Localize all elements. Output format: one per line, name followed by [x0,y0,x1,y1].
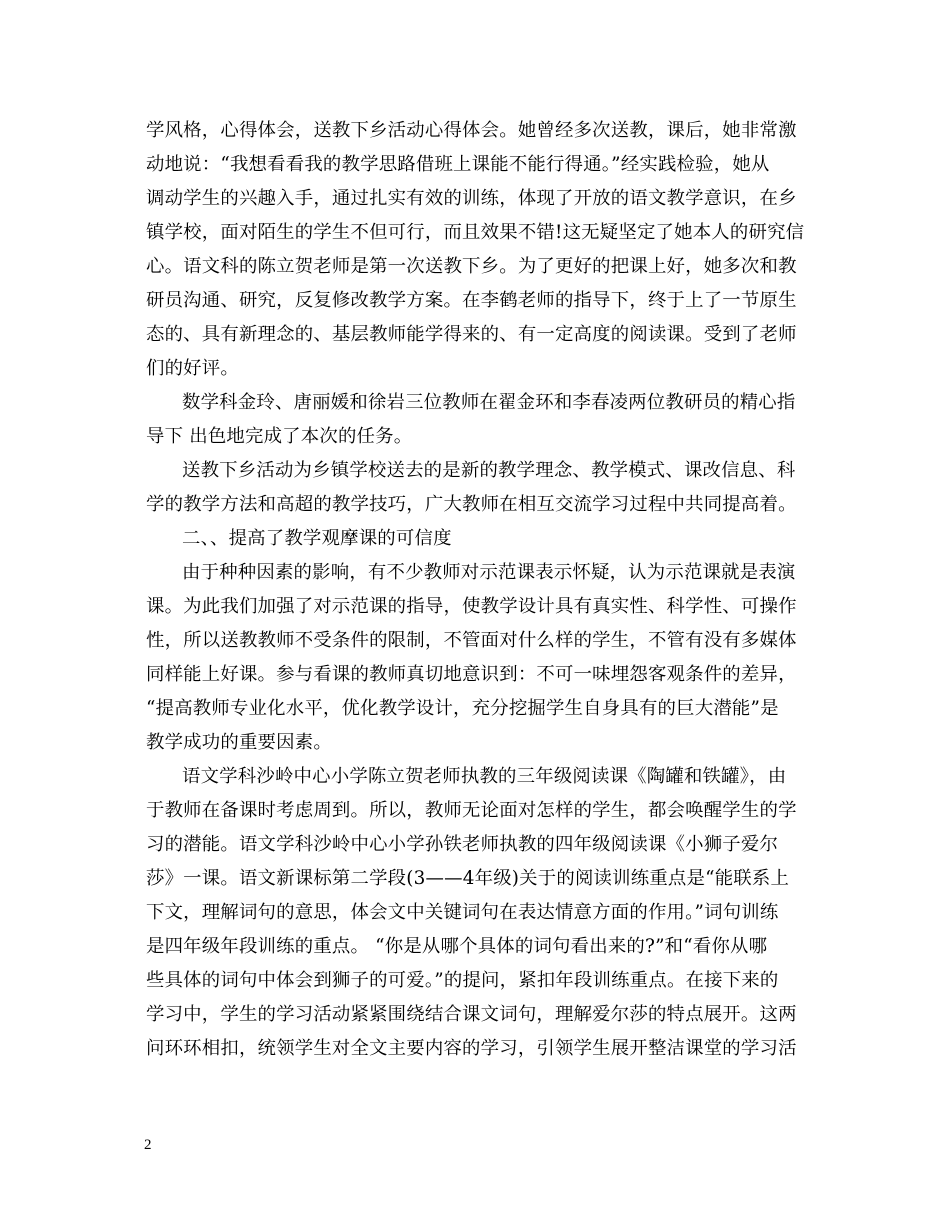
text-line-25: 是四年级年段训练的重点。 “你是从哪个具体的词句看出来的?”和“看你从哪 [146,936,768,957]
text-line-18: “提高教师专业化水平，优化教学设计，充分挖掘学生自身具有的巨大潜能”是 [146,698,779,719]
text-line-27: 学习中，学生的学习活动紧紧围绕结合课文词句，理解爱尔莎的特点展开。这两 [146,1004,797,1025]
text-line-26: 些具体的词句中体会到狮子的可爱。”的提问，紧扣年段训练重点。在接下来的 [146,970,779,991]
text-line-17: 同样能上好课。参与看课的教师真切地意识到：不可一味埋怨客观条件的差异， [146,664,797,685]
text-line-2: 动地说：“我想看看我的教学思路借班上课能不能行得通。”经实践检验，她从 [146,154,770,175]
text-line-22: 习的潜能。语文学科沙岭中心小学孙铁老师执教的四年级阅读课《小狮子爱尔 [146,834,779,855]
text-line-1: 学风格，心得体会，送教下乡活动心得体会。她曾经多次送教，课后，她非常激 [146,120,797,141]
page-number: 2 [144,1137,152,1153]
text-line-14: 由于种种因素的影响，有不少教师对示范课表示怀疑，认为示范课就是表演 [182,562,796,583]
text-line-6: 研员沟通、研究，反复修改教学方案。在李鹤老师的指导下，终于上了一节原生 [146,290,797,311]
text-line-15: 课。为此我们加强了对示范课的指导，使教学设计具有真实性、科学性、可操作 [146,596,797,617]
text-line-21: 于教师在备课时考虑周到。所以，教师无论面对怎样的学生，都会唤醒学生的学 [146,800,797,821]
text-line-7: 态的、具有新理念的、基层教师能学得来的、有一定高度的阅读课。受到了老师 [146,324,797,345]
text-line-3: 调动学生的兴趣入手，通过扎实有效的训练，体现了开放的语文教学意识，在乡 [146,188,797,209]
text-line-5: 心。语文科的陈立贺老师是第一次送教下乡。为了更好的把课上好，她多次和教 [146,256,797,277]
body-text [146,114,811,1066]
text-line-12: 学的教学方法和高超的教学技巧，广大教师在相互交流学习过程中共同提高着。 [146,494,797,515]
text-line-10: 导下 出色地完成了本次的任务。 [146,426,413,447]
text-line-20: 语文学科沙岭中心小学陈立贺老师执教的三年级阅读课《陶罐和铁罐》，由 [182,766,787,787]
text-line-4: 镇学校，面对陌生的学生不但可行，而且效果不错!这无疑坚定了她本人的研究信 [146,222,805,243]
text-line-23: 莎》一课。语文新课标第二学段(3——4年级)关于的阅读训练重点是“能联系上 [146,868,790,889]
section-heading: 二、、提高了教学观摩课的可信度 [182,528,452,549]
text-line-9: 数学科金玲、唐丽媛和徐岩三位教师在翟金环和李春凌两位教研员的精心指 [182,392,796,413]
text-line-28: 问环环相扣，统领学生对全文主要内容的学习，引领学生展开整洁课堂的学习活 [146,1038,797,1059]
text-line-24: 下文，理解词句的意思，体会文中关键词句在表达情意方面的作用。”词句训练 [146,902,779,923]
text-line-8: 们的好评。 [146,358,239,379]
text-line-16: 性，所以送教教师不受条件的限制，不管面对什么样的学生，不管有没有多媒体 [146,630,797,651]
text-line-19: 教学成功的重要因素。 [146,732,332,753]
text-line-11: 送教下乡活动为乡镇学校送去的是新的教学理念、教学模式、课改信息、科 [182,460,796,481]
